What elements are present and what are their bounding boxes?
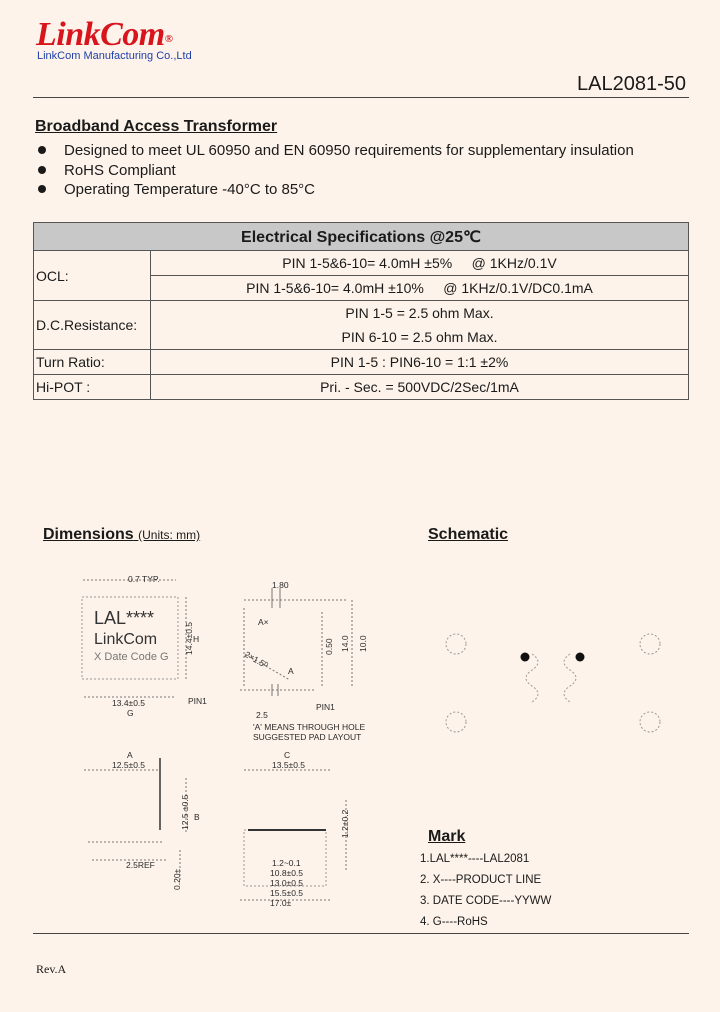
dim-label: 0.20± bbox=[172, 868, 182, 890]
ocl-value-2: PIN 1-5&6-10= 4.0mH ±10% @ 1KHz/0.1V/DC0.1mA bbox=[151, 276, 689, 301]
pin-terminal bbox=[446, 634, 466, 654]
electrical-spec-table bbox=[33, 222, 689, 400]
dim-label: 14.4±0.5 bbox=[184, 621, 194, 655]
dimensions-drawing bbox=[0, 560, 400, 920]
polarity-dot-icon bbox=[576, 653, 585, 662]
mark-list bbox=[420, 849, 551, 933]
dim-label: 1.80 bbox=[272, 580, 289, 590]
pin-label: PIN1 bbox=[188, 696, 207, 706]
dimensions-units: (Units: mm) bbox=[138, 528, 201, 542]
view-label: A bbox=[127, 750, 133, 760]
bullet-icon bbox=[38, 185, 46, 193]
dim-label: 13.0±0.5 bbox=[270, 878, 304, 888]
product-title: Broadband Access Transformer bbox=[35, 118, 278, 135]
top-view-marking bbox=[94, 608, 169, 663]
mark-title: Mark bbox=[428, 828, 466, 845]
turn-ratio-value: PIN 1-5 : PIN6-10 = 1:1 ±2% bbox=[151, 350, 689, 375]
dim-label: 10.0 bbox=[358, 635, 368, 652]
marking-line-2: LinkCom bbox=[94, 631, 158, 648]
bullet-icon bbox=[38, 146, 46, 154]
view-label: B bbox=[194, 812, 200, 822]
dim-label: 13.4±0.5 bbox=[112, 698, 146, 708]
mark-item: 3. DATE CODE----YYWW bbox=[420, 895, 552, 907]
dim-label: 12.5 ±0.5 bbox=[180, 794, 190, 830]
header-divider bbox=[33, 97, 689, 98]
dim-label: 2.5 bbox=[256, 710, 268, 720]
footer-divider bbox=[33, 933, 689, 934]
mark-item: 1.LAL****----LAL2081 bbox=[420, 853, 530, 865]
ocl-value-1: PIN 1-5&6-10= 4.0mH ±5% @ 1KHz/0.1V bbox=[151, 251, 689, 276]
dim-label: 15.5±0.5 bbox=[270, 888, 304, 898]
dcr-value-1: PIN 1-5 = 2.5 ohm Max. bbox=[151, 301, 689, 326]
pin-terminal bbox=[446, 712, 466, 732]
secondary-winding bbox=[564, 654, 576, 702]
marking-line-3: X Date Code G bbox=[94, 651, 169, 663]
bullet-icon bbox=[38, 166, 46, 174]
polarity-dot-icon bbox=[521, 653, 530, 662]
spec-table-title: Electrical Specifications @25℃ bbox=[34, 223, 689, 251]
hipot-value: Pri. - Sec. = 500VDC/2Sec/1mA bbox=[151, 375, 689, 400]
dim-label: 0.7 TYP. bbox=[128, 574, 160, 584]
dim-label: 17.0± bbox=[270, 898, 292, 908]
feature-item: Operating Temperature -40°C to 85°C bbox=[36, 180, 634, 200]
dim-label: G bbox=[127, 708, 134, 718]
schematic-drawing bbox=[420, 620, 690, 750]
dim-label: 2.5REF bbox=[126, 860, 155, 870]
feature-list bbox=[36, 141, 634, 200]
pin-label: PIN1 bbox=[316, 702, 335, 712]
pad-note: 'A' MEANS THROUGH HOLE bbox=[253, 722, 366, 732]
brand-logo: LinkCom® bbox=[36, 16, 173, 53]
primary-winding bbox=[526, 654, 538, 702]
dim-label: 13.5±0.5 bbox=[272, 760, 306, 770]
mark-item: 2. X----PRODUCT LINE bbox=[420, 874, 542, 886]
feature-item: RoHS Compliant bbox=[36, 161, 634, 181]
turn-ratio-label: Turn Ratio: bbox=[34, 350, 151, 375]
dim-label: H bbox=[193, 634, 200, 644]
hipot-label: Hi-POT : bbox=[34, 375, 151, 400]
part-number: LAL2081-50 bbox=[577, 73, 686, 95]
dim-label: 12.5±0.5 bbox=[112, 760, 146, 770]
mark-item: 4. G----RoHS bbox=[420, 916, 488, 928]
dim-label: 2×1.5ᴰ bbox=[243, 649, 270, 671]
marking-line-1: LAL**** bbox=[94, 608, 155, 628]
revision-label: Rev.A bbox=[36, 962, 67, 976]
dim-label: 14.0 bbox=[340, 635, 350, 652]
pin-terminal bbox=[640, 712, 660, 732]
company-name: LinkCom Manufacturing Co.,Ltd bbox=[37, 50, 192, 62]
pad-note: SUGGESTED PAD LAYOUT bbox=[253, 732, 362, 742]
dim-label: 1.2±0.2 bbox=[340, 809, 350, 838]
dimensions-title: Dimensions (Units: mm) bbox=[43, 526, 201, 543]
schematic-title: Schematic bbox=[428, 526, 509, 543]
dim-label: 0.50 bbox=[324, 638, 334, 655]
dim-label: A bbox=[288, 666, 294, 676]
ocl-label: OCL: bbox=[34, 251, 151, 301]
dcr-value-2: PIN 6-10 = 2.5 ohm Max. bbox=[151, 325, 689, 350]
dim-label: 1.2~0.1 bbox=[272, 858, 301, 868]
dim-label: A× bbox=[258, 617, 269, 627]
dim-label: 10.8±0.5 bbox=[270, 868, 304, 878]
pin-terminal bbox=[640, 634, 660, 654]
view-label: C bbox=[284, 750, 291, 760]
dcr-label: D.C.Resistance: bbox=[34, 301, 151, 350]
feature-item: Designed to meet UL 60950 and EN 60950 requirements for supplementary insulation bbox=[36, 141, 634, 161]
